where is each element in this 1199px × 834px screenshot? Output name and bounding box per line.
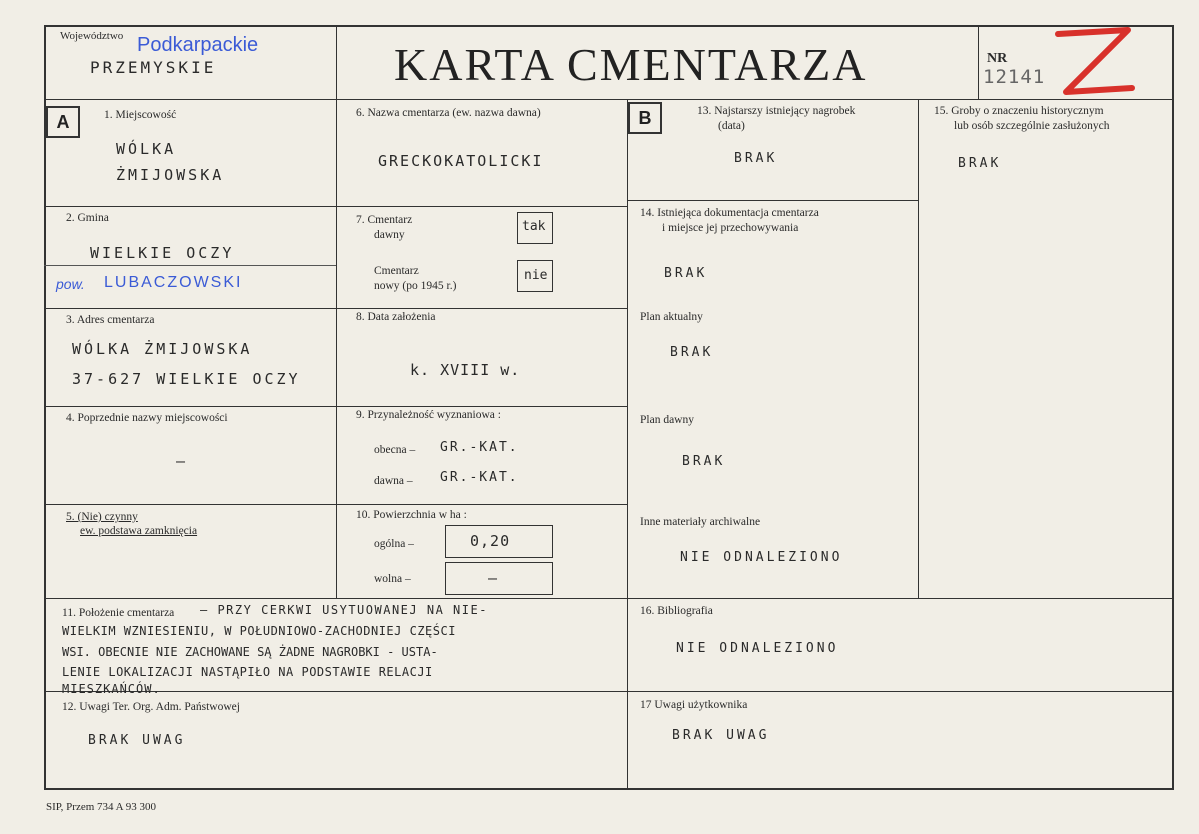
f1-value-line1: WÓLKA <box>116 140 177 158</box>
f14-inne-value: NIE ODNALEZIONO <box>680 550 843 565</box>
f12-label: 12. Uwagi Ter. Org. Adm. Państwowej <box>62 701 240 713</box>
f9-obecna-label: obecna – <box>374 444 416 456</box>
f3-value-line1: WÓLKA ŻMIJOWSKA <box>72 340 253 358</box>
f3-label: 3. Adres cmentarza <box>66 314 155 326</box>
f11-line3: WSI. OBECNIE NIE ZACHOWANE SĄ ŻADNE NAGROBKI - USTA- <box>62 645 438 659</box>
f5-label-a: 5. (Nie) czynny <box>66 511 138 523</box>
row-line-f3 <box>44 406 628 407</box>
f13-value: BRAK <box>734 151 778 166</box>
f5-label-b: ew. podstawa zamknięcia <box>80 525 198 537</box>
f10-wolna-label: wolna – <box>374 573 411 585</box>
section-a-box: A <box>46 106 80 138</box>
f13-label-a: 13. Najstarszy istniejący nagrobek <box>697 105 856 117</box>
f14-label-b: i miejsce jej przechowywania <box>662 222 799 234</box>
f11-label: 11. Położenie cmentarza <box>62 607 175 619</box>
row-line-f11 <box>44 691 1174 692</box>
col-divider-1 <box>336 99 337 599</box>
f14-plan-aktualny-label: Plan aktualny <box>640 311 703 323</box>
f14-plan-dawny-value: BRAK <box>682 454 726 469</box>
f9-label: 9. Przynależność wyznaniowa : <box>356 409 501 421</box>
f11-line1: – PRZY CERKWI USYTUOWANEJ NA NIE- <box>200 603 488 617</box>
col-divider-3 <box>918 99 919 599</box>
f10-wolna-value: – <box>488 569 501 587</box>
f15-label-b: lub osób szczególnie zasłużonych <box>954 120 1110 132</box>
f16-label: 16. Bibliografia <box>640 605 713 617</box>
f14-inne-label: Inne materiały archiwalne <box>640 516 761 528</box>
f14-value: BRAK <box>664 266 708 281</box>
f14-plan-dawny-label: Plan dawny <box>640 414 694 426</box>
page-title: KARTA CMENTARZA <box>394 39 868 90</box>
row-line-f1 <box>44 206 628 207</box>
f8-value: k. XVIII w. <box>410 361 521 379</box>
f1-value-line2: ŻMIJOWSKA <box>116 166 225 184</box>
section-b-box: B <box>628 102 662 134</box>
f12-value: BRAK UWAG <box>88 733 186 748</box>
f2-value: WIELKIE OCZY <box>90 244 235 262</box>
row-line-f2 <box>44 308 628 309</box>
f7-label-b: dawny <box>374 229 405 241</box>
f10-ogolna-label: ogólna – <box>374 538 414 550</box>
f9-dawna-value: GR.-KAT. <box>440 470 519 485</box>
f15-value: BRAK <box>958 156 1002 171</box>
red-letter-mark <box>1052 26 1136 98</box>
f7-label-c: Cmentarz <box>374 265 419 277</box>
f2-label: 2. Gmina <box>66 212 109 224</box>
nr-value: 12141 <box>983 66 1046 88</box>
row-line-f13 <box>627 200 919 201</box>
f13-label-b: (data) <box>718 120 745 132</box>
f7-label-d: nowy (po 1945 r.) <box>374 280 457 292</box>
header-divider-right <box>978 25 979 100</box>
f4-label: 4. Poprzednie nazwy miejscowości <box>66 412 228 424</box>
f9-obecna-value: GR.-KAT. <box>440 440 519 455</box>
col-divider-2 <box>627 99 628 790</box>
f3-value-line2: 37-627 WIELKIE OCZY <box>72 370 301 388</box>
gmina-separator <box>44 265 336 266</box>
f1-label: 1. Miejscowość <box>104 109 177 121</box>
f6-label: 6. Nazwa cmentarza (ew. nazwa dawna) <box>356 107 541 119</box>
nr-label: NR <box>987 51 1008 66</box>
wojewodztwo-stamp: Podkarpackie <box>137 34 259 56</box>
row-line-f4 <box>44 504 628 505</box>
f11-line2: WIELKIM WZNIESIENIU, W POŁUDNIOWO-ZACHODNIEJ CZĘŚCI <box>62 624 456 638</box>
f17-label: 17 Uwagi użytkownika <box>640 699 748 711</box>
f7-label-a: 7. Cmentarz <box>356 214 413 226</box>
header-divider-left <box>336 25 337 100</box>
f9-dawna-label: dawna – <box>374 475 413 487</box>
f8-label: 8. Data założenia <box>356 311 436 323</box>
f11-line4: LENIE LOKALIZACJI NASTĄPIŁO NA PODSTAWIE RELACJI <box>62 665 433 679</box>
row-line-f5 <box>44 598 1174 599</box>
f10-ogolna-value: 0,20 <box>470 532 511 550</box>
f2-pow-label: pow. <box>56 276 85 292</box>
f11-line5: MIESZKAŃCÓW. <box>62 682 161 696</box>
f14-plan-aktualny-value: BRAK <box>670 345 714 360</box>
f4-value: — <box>176 452 189 470</box>
wojewodztwo-value: PRZEMYSKIE <box>90 58 217 77</box>
f6-value: GRECKOKATOLICKI <box>378 152 544 170</box>
wojewodztwo-label: Województwo <box>60 30 124 42</box>
f7-check-nowy-value: nie <box>524 268 548 283</box>
f10-label: 10. Powierzchnia w ha : <box>356 509 467 521</box>
f2-pow-value: LUBACZOWSKI <box>104 274 243 291</box>
f16-value: NIE ODNALEZIONO <box>676 641 839 656</box>
header-bottom-line <box>44 99 1174 100</box>
f7-check-dawny-value: tak <box>522 219 546 234</box>
f15-label-a: 15. Groby o znaczeniu historycznym <box>934 105 1104 117</box>
f17-value: BRAK UWAG <box>672 728 770 743</box>
footer-code: SIP, Przem 734 A 93 300 <box>46 801 157 813</box>
f14-label-a: 14. Istniejąca dokumentacja cmentarza <box>640 207 819 219</box>
